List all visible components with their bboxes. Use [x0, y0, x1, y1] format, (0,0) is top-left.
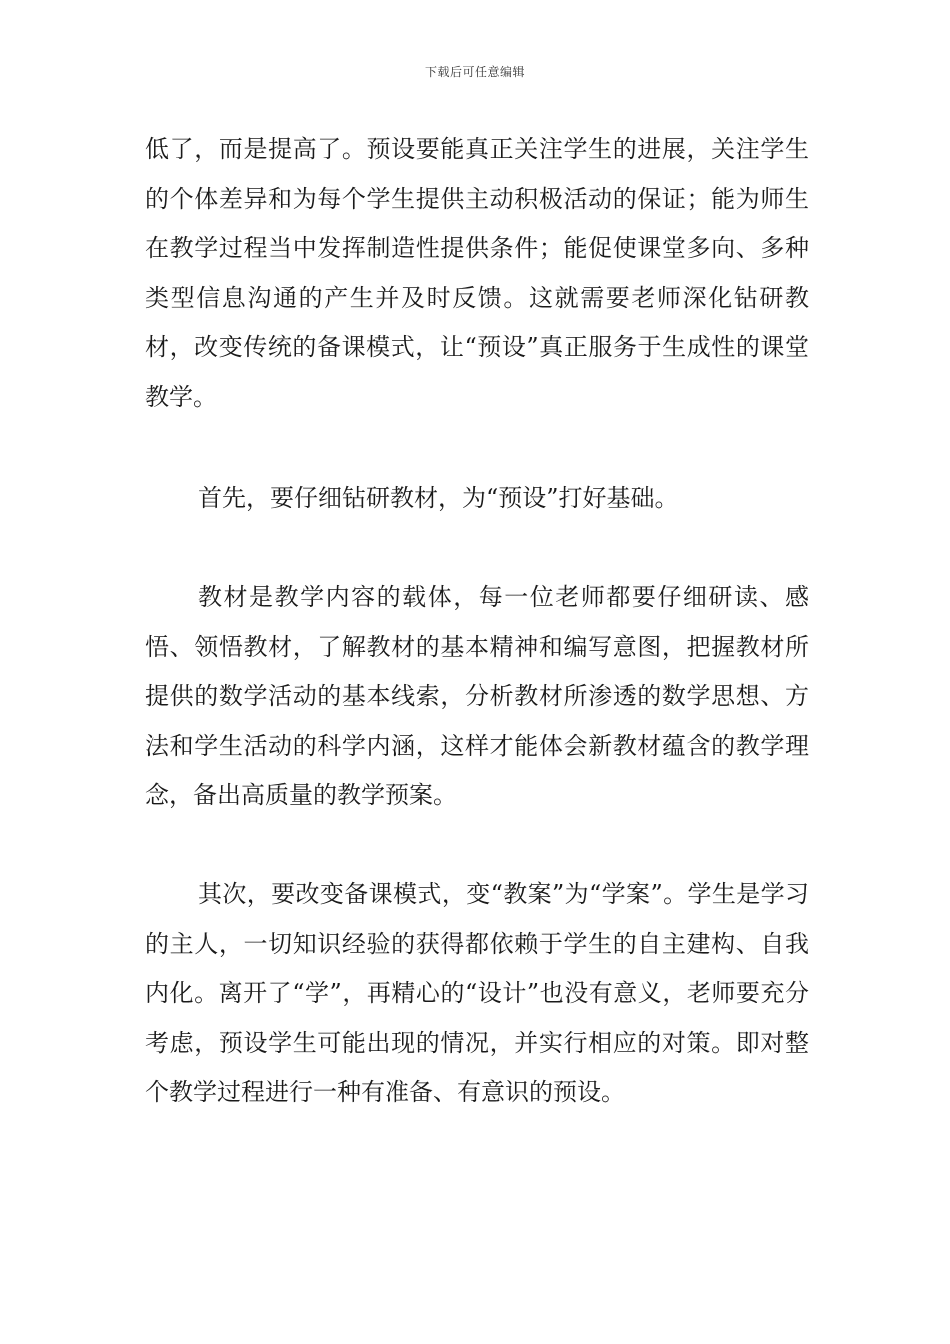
paragraph-textbook: 教材是教学内容的载体，每一位老师都要仔细研读、感悟、领悟教材，了解教材的基本精神和编写意图，把握教材所提供的数学活动的基本线索，分析教材所渗透的数学思想、方法和学生活动的科学内涵，这样才能体会新教材蕴含的教学理念，备出高质量的教学预案。	[145, 583, 809, 810]
paragraph-second-point: 其次，要改变备课模式，变“教案”为“学案”。学生是学习的主人，一切知识经验的获得都依赖于学生的自主建构、自我内化。离开了“学”，再精心的“设计”也没有意义，老师要充分考虑，预设学生可能出现的情况，并实行相应的对策。即对整个教学过程进行一种有准备、有意识的预设。	[145, 880, 809, 1107]
paragraph-first-point: 首先，要仔细钻研教材，为“预设”打好基础。	[198, 484, 679, 512]
page-header: 下载后可任意编辑	[424, 65, 525, 79]
paragraph-continuation: 低了，而是提高了。预设要能真正关注学生的进展，关注学生的个体差异和为每个学生提供主动积极活动的保证；能为师生在教学过程当中发挥制造性提供条件；能促使课堂多向、多种类型信息沟通的产生并及时反馈。这就需要老师深化钻研教材，改变传统的备课模式，让“预设”真正服务于生成性的课堂教学。	[145, 135, 809, 411]
